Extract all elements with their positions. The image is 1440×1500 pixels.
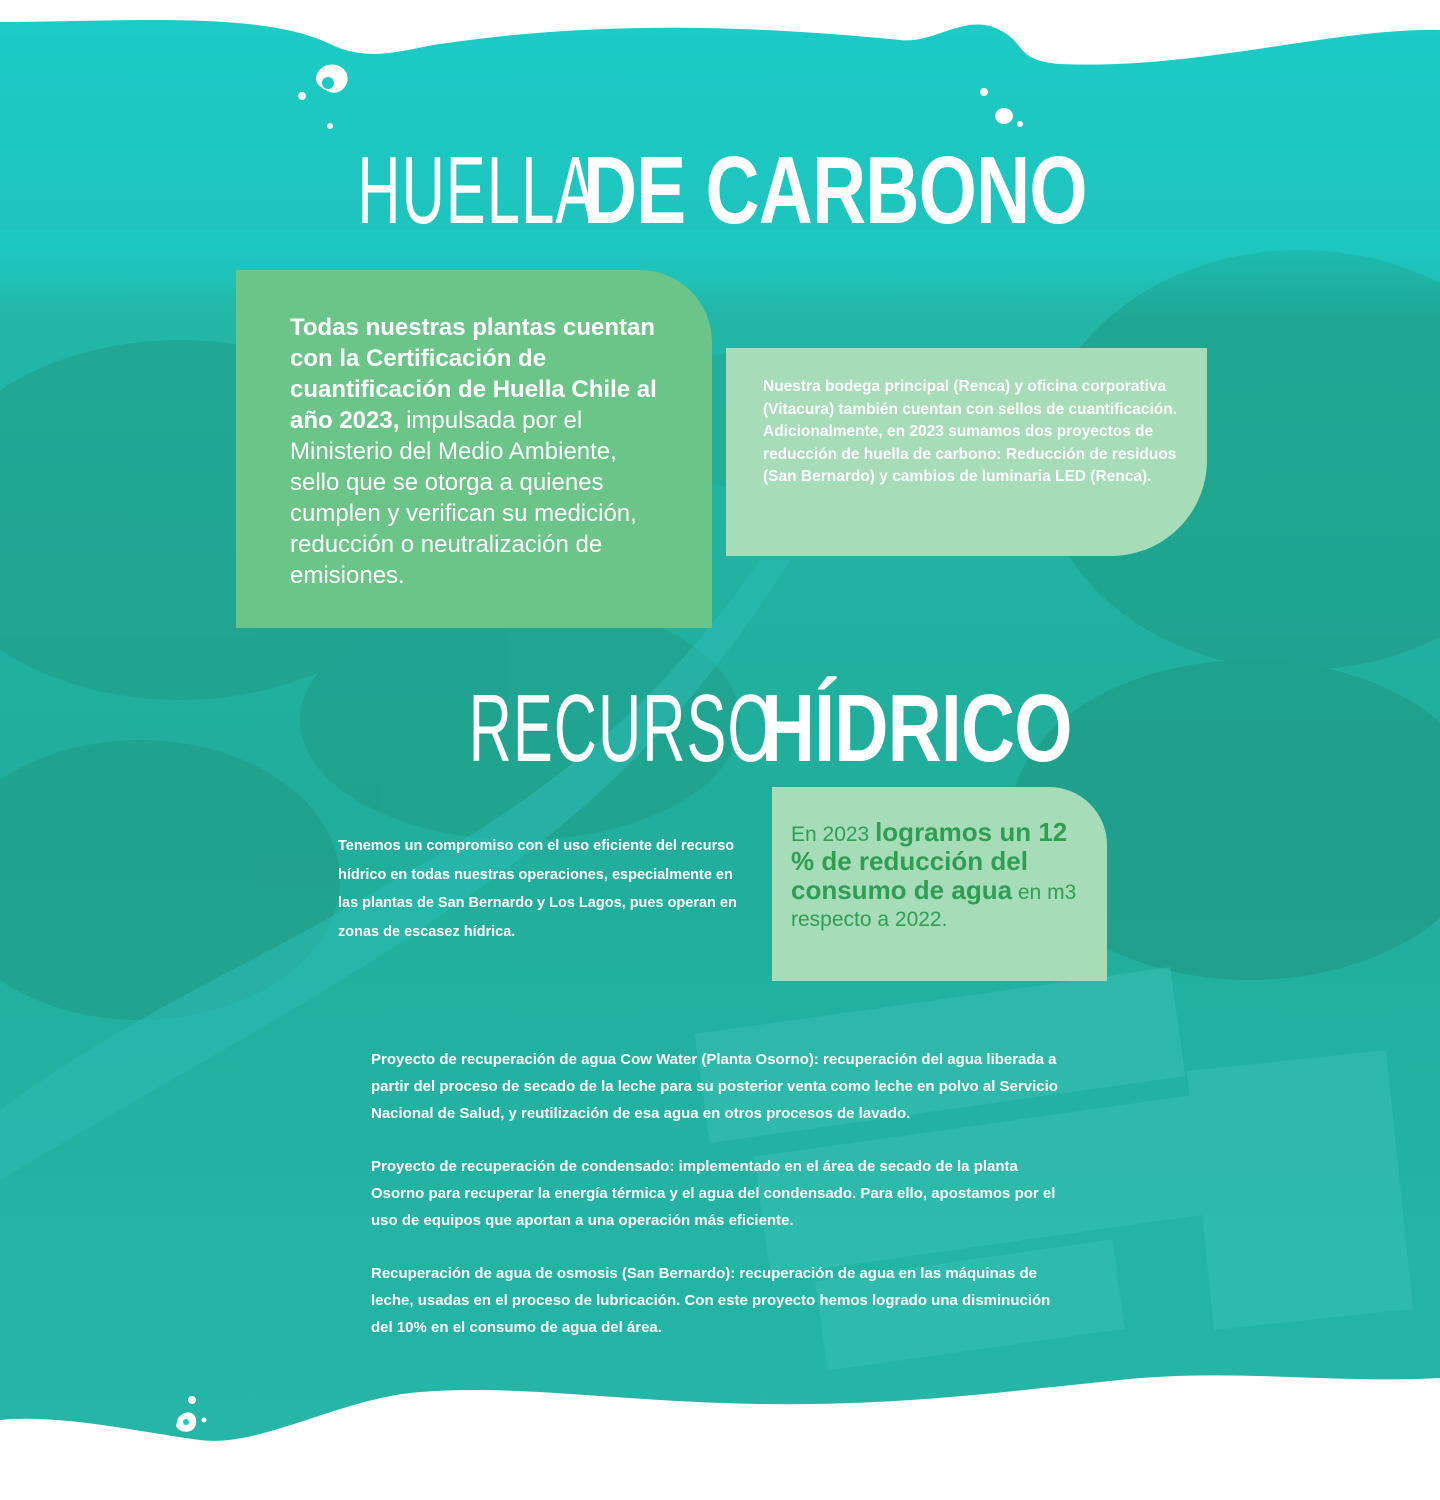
- title-light-part: RECURSO: [468, 675, 776, 782]
- water-projects-list: [371, 1046, 1071, 1367]
- section-title-water: [0, 674, 1440, 784]
- highlight-prefix: En 2023: [791, 823, 876, 846]
- water-commitment-text: Tenemos un compromiso con el uso eficiente del recurso hídrico en todas nuestras operaciones, especialmente en las plantas de San Bernardo y Los Lagos, pues operan en zonas de escasez hídrica.: [338, 838, 737, 940]
- section-title-carbon: [0, 136, 1440, 246]
- warehouse-text: Nuestra bodega principal (Renca) y oficina corporativa (Vitacura) también cuentan con sellos de cuantificación. Adicionalmente, en 2023 sumamos dos proyectos de reducción de huella de carbono: Reducción de residuos (San Bernardo) y cambios de luminaria LED (Renca).: [763, 378, 1178, 485]
- highlight-suffix: en m3 respecto a 2022.: [791, 881, 1077, 931]
- title-light-part: HUELLA: [357, 137, 597, 244]
- certification-bold-text: Todas nuestras plantas cuentan con la Certificación de cuantificación de Huella Chile al año 2023,: [290, 314, 657, 434]
- warehouse-card: [726, 348, 1207, 556]
- project-item: Recuperación de agua de osmosis (San Bernardo): recuperación de agua en las máquinas de leche, usadas en el proceso de lubricación. Con este proyecto hemos logrado una disminución del 10% en el consumo de agua del área.: [371, 1265, 1051, 1336]
- title-bold-part: DE CARBONO: [582, 137, 1087, 244]
- certification-card: [236, 270, 712, 628]
- title-bold-part: HÍDRICO: [760, 675, 1072, 782]
- highlight-bold: logramos un 12 % de reducción del consumo de agua: [791, 817, 1068, 905]
- project-item: Proyecto de recuperación de agua Cow Water (Planta Osorno): recuperación del agua liberada a partir del proceso de secado de la leche para su posterior venta como leche en polvo al Servicio Nacional de Salud, y reutilización de esa agua en otros procesos de lavado.: [371, 1051, 1058, 1122]
- project-item: Proyecto de recuperación de condensado: implementado en el área de secado de la planta Osorno para recuperar la energía térmica y el agua del condensado. Para ello, apostamos por el uso de equipos que aportan a una operación más eficiente.: [371, 1158, 1056, 1229]
- certification-text: impulsada por el Ministerio del Medio Ambiente, sello que se otorga a quienes cumplen y verifican su medición, reducción o neutralización de emisiones.: [290, 407, 637, 589]
- water-reduction-card: [772, 787, 1107, 981]
